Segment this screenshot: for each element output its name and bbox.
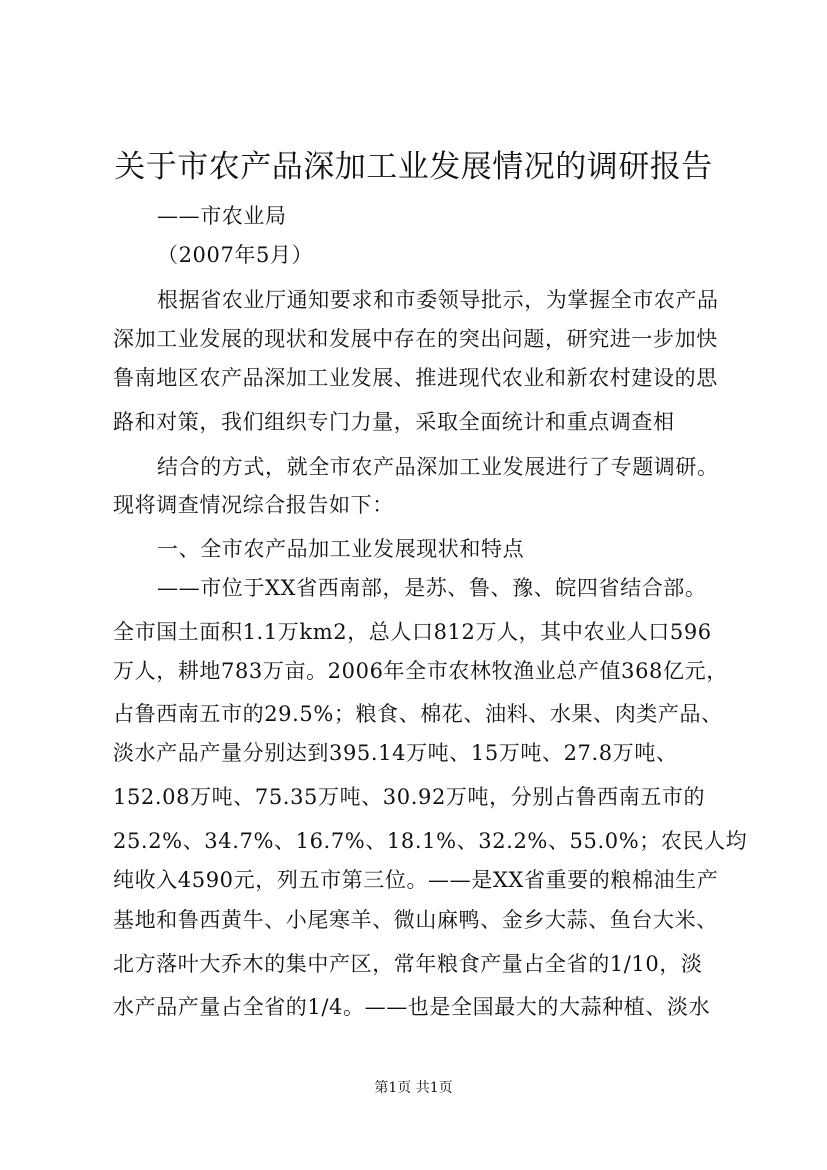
paragraph-line: 占鲁西南五市的29.5%；粮食、棉花、油料、水果、肉类产品、 — [113, 702, 723, 726]
paragraph-line: ——市位于XX省西南部，是苏、鲁、豫、皖四省结合部。 — [157, 576, 707, 600]
paragraph-line: 纯收入4590元，列五市第三位。——是XX省重要的粮棉油生产 — [113, 868, 719, 892]
paragraph-line: 结合的方式，就全市农产品深加工业发展进行了专题调研。 — [157, 455, 719, 479]
paragraph-line: 深加工业发展的现状和发展中存在的突出问题，研究进一步加快 — [113, 327, 718, 351]
paragraph-line: 全市国土面积1.1万km2，总人口812万人，其中农业人口596 — [113, 620, 712, 644]
paragraph-line: 现将调查情况综合报告如下： — [113, 493, 394, 517]
paragraph-line: 鲁南地区农产品深加工业发展、推进现代农业和新农村建设的思 — [113, 366, 718, 390]
paragraph-line: 水产品产量占全省的1/4。——也是全国最大的大蒜种植、淡水 — [113, 995, 711, 1019]
paragraph-line: 根据省农业厅通知要求和市委领导批示，为掌握全市农产品 — [157, 288, 719, 312]
author-line: ——市农业局 — [157, 204, 287, 228]
paragraph-line: 北方落叶大乔木的集中产区，常年粮食产量占全省的1/10，淡 — [113, 952, 703, 976]
paragraph-line: 淡水产品产量分别达到395.14万吨、15万吨、27.8万吨、 — [113, 741, 678, 765]
date-line: （2007年5月） — [157, 243, 314, 267]
paragraph-line: 25.2%、34.7%、16.7%、18.1%、32.2%、55.0%；农民人均 — [113, 829, 748, 853]
paragraph-line: 路和对策，我们组织专门力量，采取全面统计和重点调查相 — [113, 410, 675, 434]
paragraph-line: 基地和鲁西黄牛、小尾寒羊、微山麻鸭、金乡大蒜、鱼台大米、 — [113, 908, 718, 932]
paragraph-line: 万人，耕地783万亩。2006年全市农林牧渔业总产值368亿元， — [113, 659, 728, 683]
page-number: 第1页 共1页 — [374, 1080, 453, 1096]
document-title: 关于市农产品深加工业发展情况的调研报告 — [114, 149, 713, 185]
section-heading: 一、全市农产品加工业发展现状和特点 — [157, 537, 525, 561]
paragraph-line: 152.08万吨、75.35万吨、30.92万吨，分别占鲁西南五市的 — [113, 785, 706, 809]
